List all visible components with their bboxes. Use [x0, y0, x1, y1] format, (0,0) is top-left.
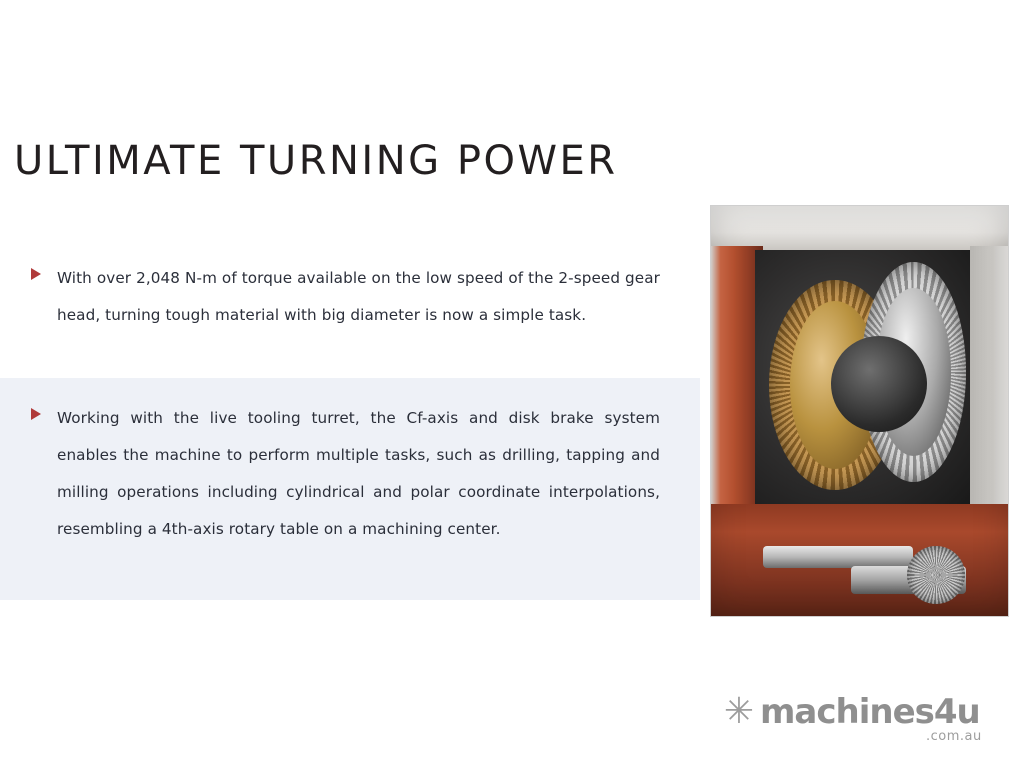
drive-shaft-upper	[763, 546, 913, 568]
photo-inner	[711, 206, 1008, 616]
page-title: ULTIMATE TURNING POWER	[14, 138, 618, 184]
bullet-block-two	[0, 378, 700, 600]
gear-hub	[831, 336, 927, 432]
bullet-block-one	[0, 248, 700, 370]
bullet-text: Working with the live tooling turret, the Cf-axis and disk brake system enables the machine to perform multiple tasks, such as drilling, tapping and milling operations including cylindrical and polar coordinate interpolations, resembling a 4th-axis rotary table on a machining center.	[57, 409, 660, 538]
watermark-logo	[722, 691, 982, 744]
bullet-item	[0, 378, 700, 548]
watermark-suffix: .com.au	[926, 729, 982, 744]
triangle-right-icon	[31, 408, 41, 420]
bullet-text: With over 2,048 N-m of torque available on the low speed of the 2-speed gear head, turning tough material with big diameter is now a simple task.	[57, 269, 660, 324]
pinion-gear	[907, 546, 965, 604]
watermark-wrap	[722, 691, 982, 744]
asterisk-icon: ✳	[723, 691, 755, 732]
bullet-item	[0, 248, 700, 334]
machine-top-panel	[711, 206, 1008, 250]
watermark-name: machines4u	[760, 692, 980, 732]
gear-head-cutaway-photo	[710, 205, 1009, 617]
triangle-right-icon	[31, 268, 41, 280]
